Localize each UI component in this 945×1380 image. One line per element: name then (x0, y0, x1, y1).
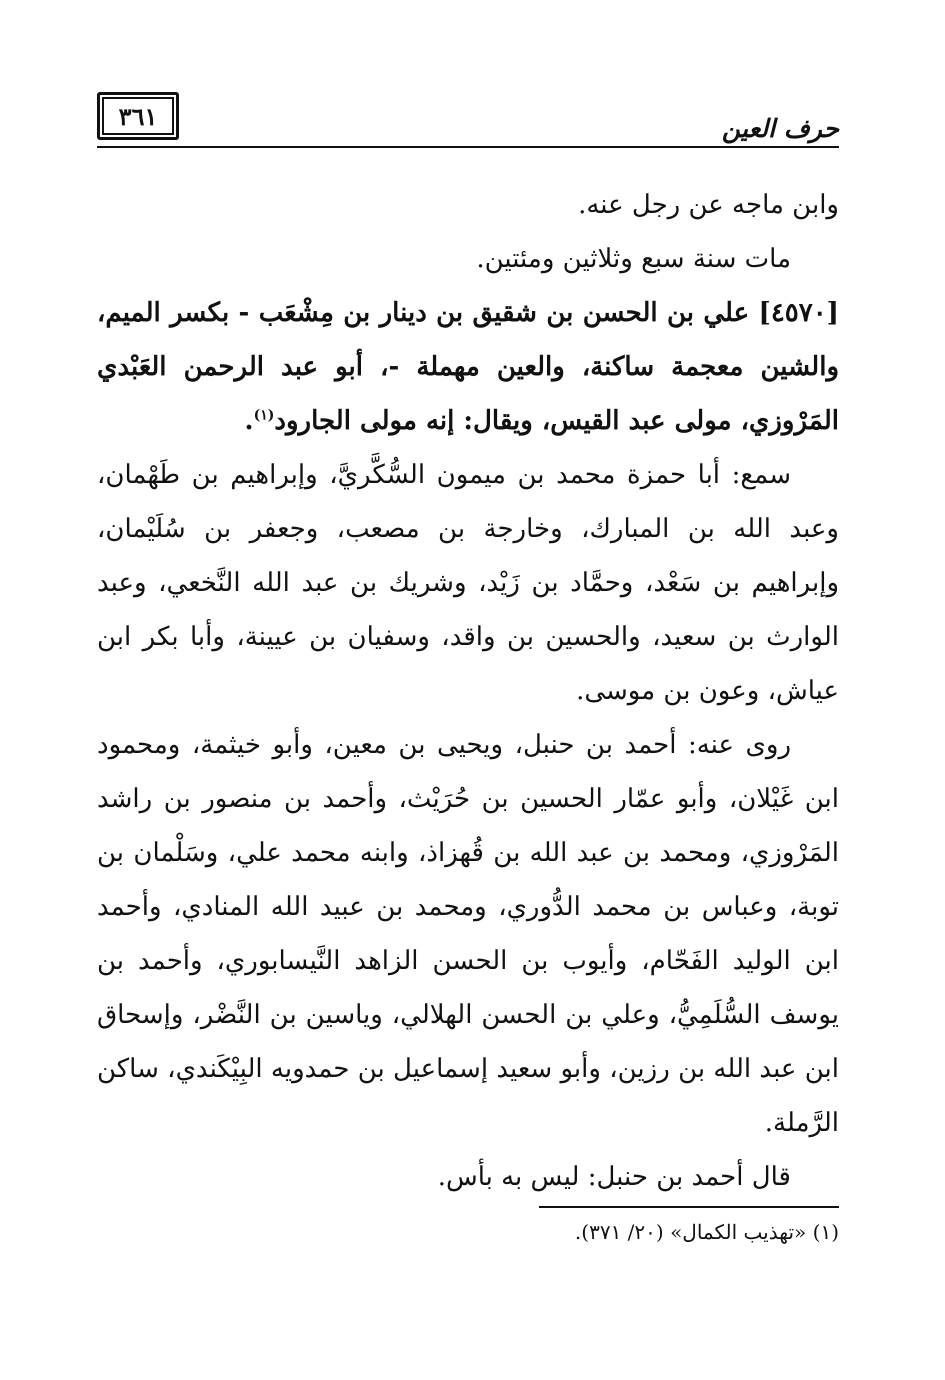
page-number: ٣٦١ (97, 92, 179, 140)
main-text (97, 178, 839, 1204)
paragraph-teachers: سمع: أبا حمزة محمد بن ميمون السُّكَّريَّ، وإبراهيم بن طَهْمان، وعبد الله بن المبارك، وخارجة بن مصعب، وجعفر بن سُلَيْمان، وإبراهيم بن سَعْد، وحمَّاد بن زَيْد، وشريك بن عبد الله النَّخعي، وعبد الوارث بن سعيد، والحسين بن واقد، وسفيان بن عيينة، وأبا بكر ابن عياش، وعون بن موسى. (97, 460, 839, 706)
footnote-rule (539, 1206, 839, 1208)
header-rule (97, 146, 839, 148)
running-title: حرف العين (721, 114, 839, 143)
paragraph-1: وابن ماجه عن رجل عنه. (578, 190, 839, 220)
footnote-1: (١) «تهذيب الكمال» (٢٠/ ٣٧١). (574, 1220, 839, 1244)
footnotes (97, 1215, 839, 1249)
biography-entry-heading (97, 286, 839, 448)
entry-title: علي بن الحسن بن شقيق بن دينار بن مِشْعَب - بكسر الميم، والشين معجمة ساكنة، والعين مهملة -، أبو عبد الرحمن العَبْدي المَرْوزي، مولى عبد القيس، ويقال: إنه مولى الجارود (97, 298, 839, 436)
paragraph-students: روى عنه: أحمد بن حنبل، ويحيى بن معين، وأبو خيثمة، ومحمود ابن غَيْلان، وأبو عمّار الحسين بن حُرَيْث، وأحمد بن منصور بن راشد المَرْوزي، ومحمد بن عبد الله بن قُهزاذ، وابنه محمد علي، وسَلْمان بن توبة، وعباس بن محمد الدُّوري، ومحمد بن عبيد الله المنادي، وأحمد ابن الوليد الفَحّام، وأيوب بن الحسن الزاهد النَّيسابوري، وأحمد بن يوسف السُّلَمِيُّ، وعلي بن الحسن الهلالي، وياسين بن النَّضْر، وإسحاق ابن عبد الله بن رزين، وأبو سعيد إسماعيل بن حمدويه البِيْكَندي، ساكن الرَّملة. (97, 730, 839, 1138)
entry-end: . (244, 406, 254, 436)
entry-number: [٤٥٧٠] (758, 298, 839, 328)
paragraph-2: مات سنة سبع وثلاثين ومئتين. (476, 244, 791, 274)
paragraph-verdict: قال أحمد بن حنبل: ليس به بأس. (437, 1162, 791, 1192)
footnote-reference[interactable]: (١) (253, 407, 275, 424)
page-header (97, 92, 839, 150)
